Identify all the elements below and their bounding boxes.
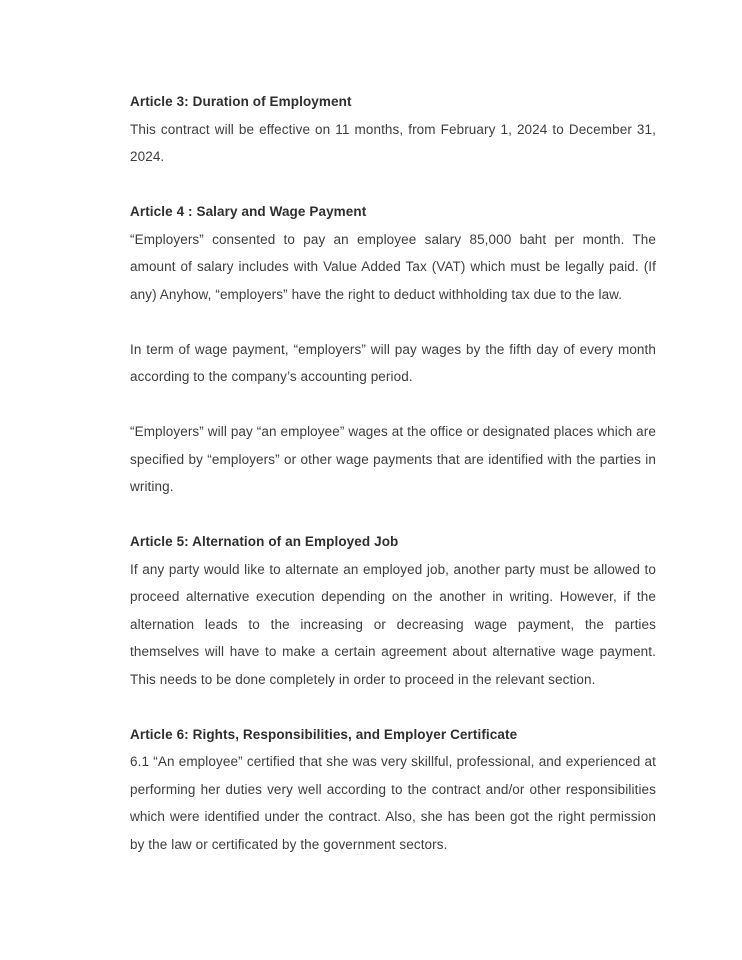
section-heading: Article 6: Rights, Responsibilities, and Employer Certificate [130, 726, 518, 742]
contract-section [130, 528, 656, 693]
contract-section [130, 88, 656, 171]
section-heading: Article 3: Duration of Employment [130, 94, 352, 109]
section-heading: Article 4 : Salary and Wage Payment [130, 204, 367, 219]
section-paragraph: “Employers” consented to pay an employee salary 85,000 baht per month. The amount of salary includes with Value Added Tax (VAT) which must be legally paid. (If any) Anyhow, “employers” have the right to deduct withholding tax due to the law. [130, 231, 656, 302]
section-paragraph: 6.1 “An employee” certified that she was very skillful, professional, and experienced at performing her duties very well according to the contract and/or other responsibilities which were identified under the contract. Also, she has been got the right permission by the law or certificated by the government sectors. [130, 754, 656, 852]
section-heading: Article 5: Alternation of an Employed Job [130, 534, 399, 549]
section-paragraph: “Employers” will pay “an employee” wages at the office or designated places which are specified by “employers” or other wage payments that are identified with the parties in writing. [130, 424, 656, 494]
contract-section [130, 198, 656, 501]
section-paragraph: This contract will be effective on 11 months, from February 1, 2024 to December 31, 2024. [130, 121, 656, 164]
section-paragraph: If any party would like to alternate an employed job, another party must be allowed to proceed alternative execution depending on the another in writing. However, if the alternation leads to the increasing or decreasing wage payment, the parties themselves will have to make a certain agreement about alternative wage payment. This needs to be done completely in order to proceed in the relevant section. [130, 561, 656, 687]
contract-section [130, 721, 656, 859]
contract-sections [130, 88, 656, 858]
section-paragraph: In term of wage payment, “employers” will pay wages by the fifth day of every month according to the company’s accounting period. [130, 341, 656, 384]
